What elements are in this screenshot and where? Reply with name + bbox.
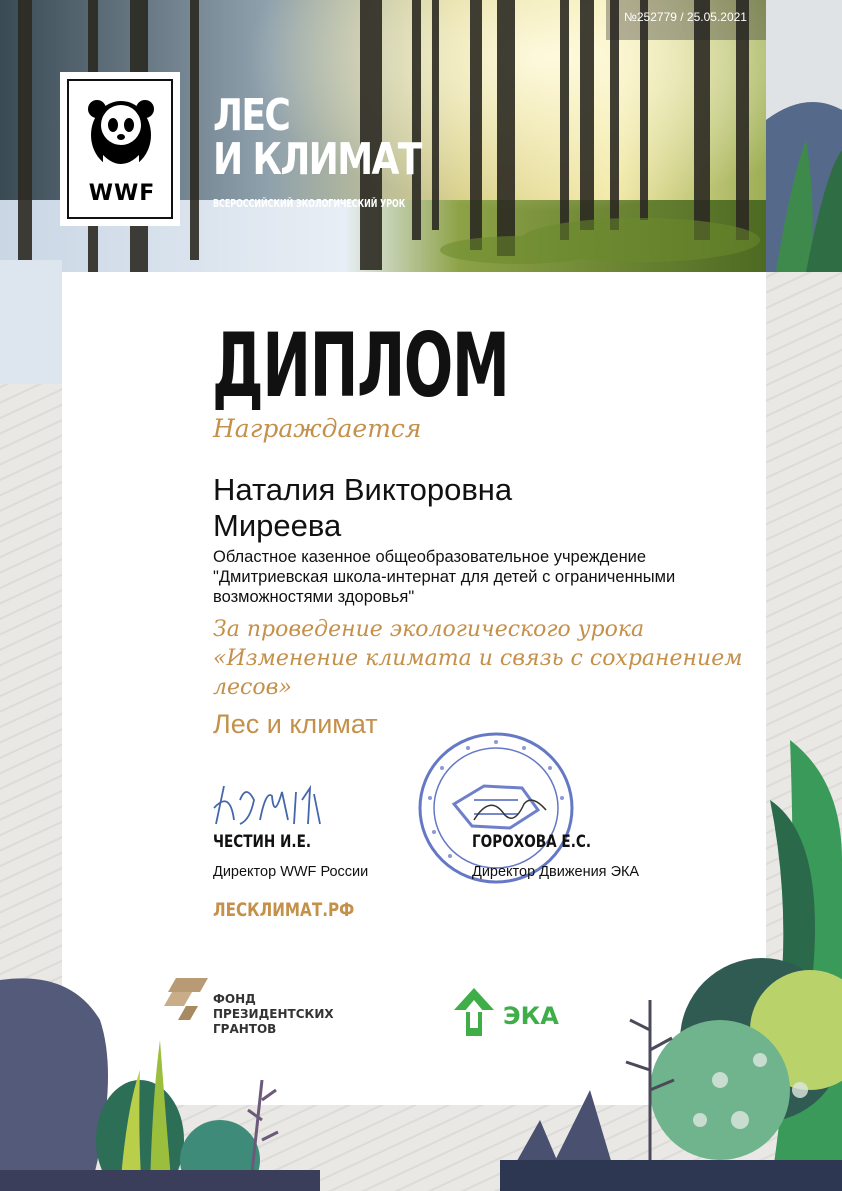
signature-chestin [210,780,330,832]
eka-tree-icon [452,988,496,1038]
diploma-heading: ДИПЛОМ [212,314,509,417]
logo-wordmark: WWF [88,181,156,206]
project-name: Лес и климат [213,709,378,739]
presidential-grants-logo-text: ФОНД ПРЕЗИДЕНТСКИХ ГРАНТОВ [213,992,334,1036]
plant-decoration-bottom-left [0,960,320,1191]
award-reason: За проведение экологического урока «Изменение климата и связь с сохранением лесов» [213,617,743,700]
document-number: №252779 / 25.05.2021 [624,10,747,24]
signatory-role-1: Директор WWF России [213,864,369,880]
signatory-role-2: Директор Движения ЭКА [472,864,640,880]
wwf-logo [60,72,180,226]
plant-decoration-top-right [766,0,842,272]
signatory-name-1: ЧЕСТИН И.Е. [213,832,312,852]
eka-logo-text: ЭКА [503,1002,559,1030]
recipient-name: Наталия Викторовна Миреева [213,472,513,543]
recipient-organization: Областное казенное общеобразовательное учреждение "Дмитриевская школа-интернат для детей с ограниченными возможностями здоровья" [213,548,676,606]
signatory-name-2: ГОРОХОВА Е.С. [472,832,592,852]
awarded-label: Награждается [213,414,422,443]
website-link[interactable]: ЛЕСКЛИМАТ.РФ [213,899,355,921]
panda-icon [81,95,161,181]
program-title: ЛЕС И КЛИМАТ [213,90,421,185]
program-subtitle: ВСЕРОССИЙСКИЙ ЭКОЛОГИЧЕСКИЙ УРОК [213,197,406,210]
plant-decoration-bottom-right [500,740,842,1191]
